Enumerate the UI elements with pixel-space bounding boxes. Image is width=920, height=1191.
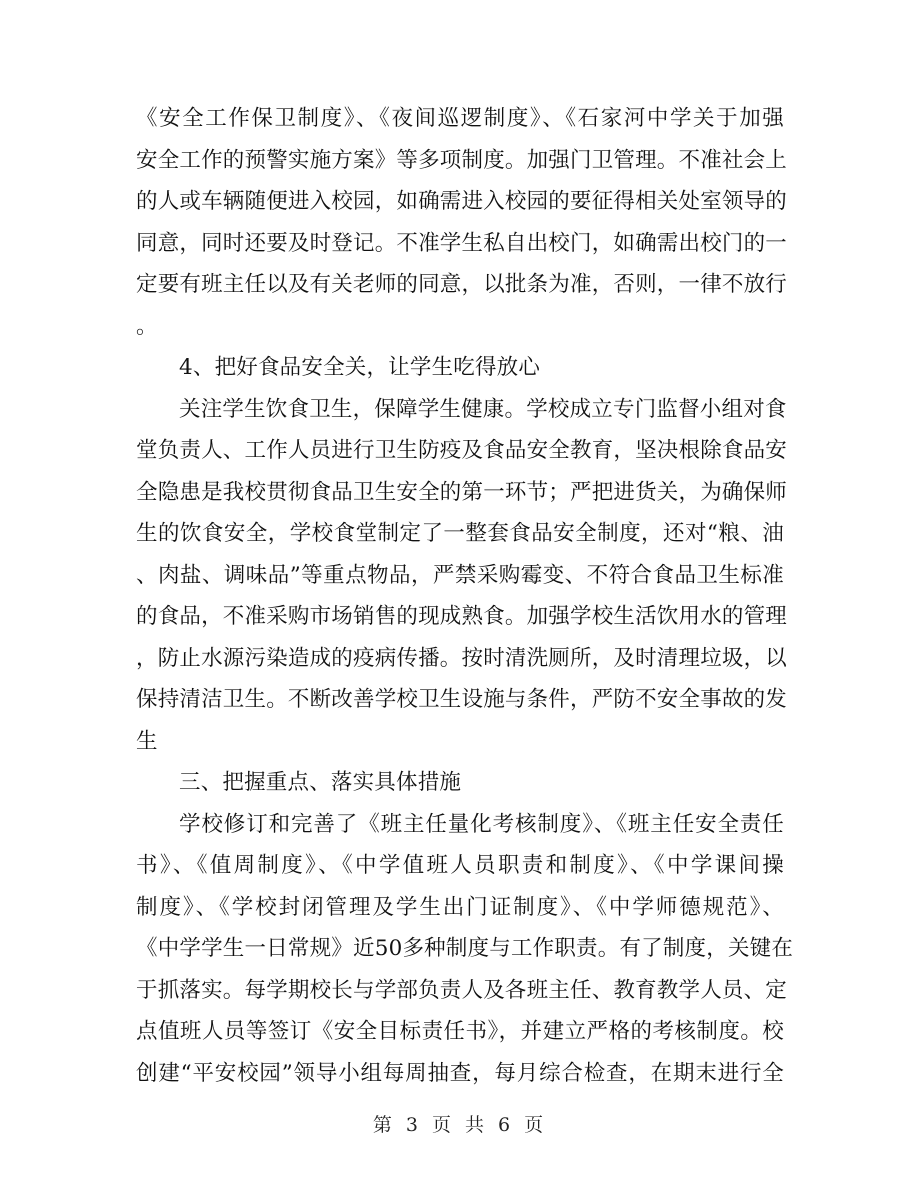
text-line: 保持清洁卫生。不断改善学校卫生设施与条件，严防不安全事故的发 [136, 687, 788, 712]
text-line: 。 [136, 313, 158, 339]
text-line: 书》、《值周制度》、《中学值班人员职责和制度》、《中学课间操 [136, 853, 784, 878]
text-line: 于抓落实。每学期校长与学部负责人及各班主任、教育教学人员、定 [136, 977, 788, 1003]
text-line: 、肉盐、调味品”等重点物品，严禁采购霉变、不符合食品卫生标准 [136, 562, 784, 588]
section-heading: 4、把好食品安全关，让学生吃得放心 [179, 355, 541, 380]
text-line: 生的饮食安全，学校食堂制定了一整套食品安全制度，还对“粮、油 [136, 521, 784, 546]
text-line: 全隐患是我校贯彻食品卫生安全的第一环节；严把进货关，为确保师 [136, 479, 788, 505]
text-line: 学校修订和完善了《班主任量化考核制度》、《班主任安全责任 [179, 811, 784, 837]
text-line: 的人或车辆随便进入校园，如确需进入校园的要征得相关处室领导的 [136, 189, 788, 214]
text-line: 生 [136, 728, 158, 754]
text-line: 点值班人员等签订《安全目标责任书》，并建立严格的考核制度。校 [136, 1019, 784, 1044]
section-heading: 三、把握重点、落实具体措施 [179, 770, 462, 795]
text-line: 定要有班主任以及有关老师的同意，以批条为准，否则，一律不放行 [136, 272, 788, 297]
page-number-footer: 第 3 页 共 6 页 [372, 1114, 548, 1136]
text-line: 的食品，不准采购市场销售的现成熟食。加强学校生活饮用水的管理 [136, 604, 788, 629]
text-line: 同意，同时还要及时登记。不准学生私自出校门，如确需出校门的一 [136, 230, 788, 256]
text-line: 创建“平安校园”领导小组每周抽查，每月综合检查，在期末进行全 [136, 1060, 784, 1086]
body-text [136, 98, 794, 1094]
text-line: 制度》、《学校封闭管理及学生出门证制度》、《中学师德规范》、 [136, 894, 784, 920]
text-line: ，防止水源污染造成的疫病传播。按时清洗厕所，及时清理垃圾，以 [136, 645, 788, 671]
text-line: 安全工作的预警实施方案》等多项制度。加强门卫管理。不准社会上 [136, 147, 788, 173]
text-line: 堂负责人、工作人员进行卫生防疫及食品安全教育，坚决根除食品安 [136, 438, 788, 463]
text-line: 《中学学生一日常规》近50多种制度与工作职责。有了制度，关键在 [136, 936, 794, 961]
text-line: 关注学生饮食卫生，保障学生健康。学校成立专门监督小组对食 [179, 396, 787, 422]
text-line: 《安全工作保卫制度》、《夜间巡逻制度》、《石家河中学关于加强 [136, 106, 784, 131]
